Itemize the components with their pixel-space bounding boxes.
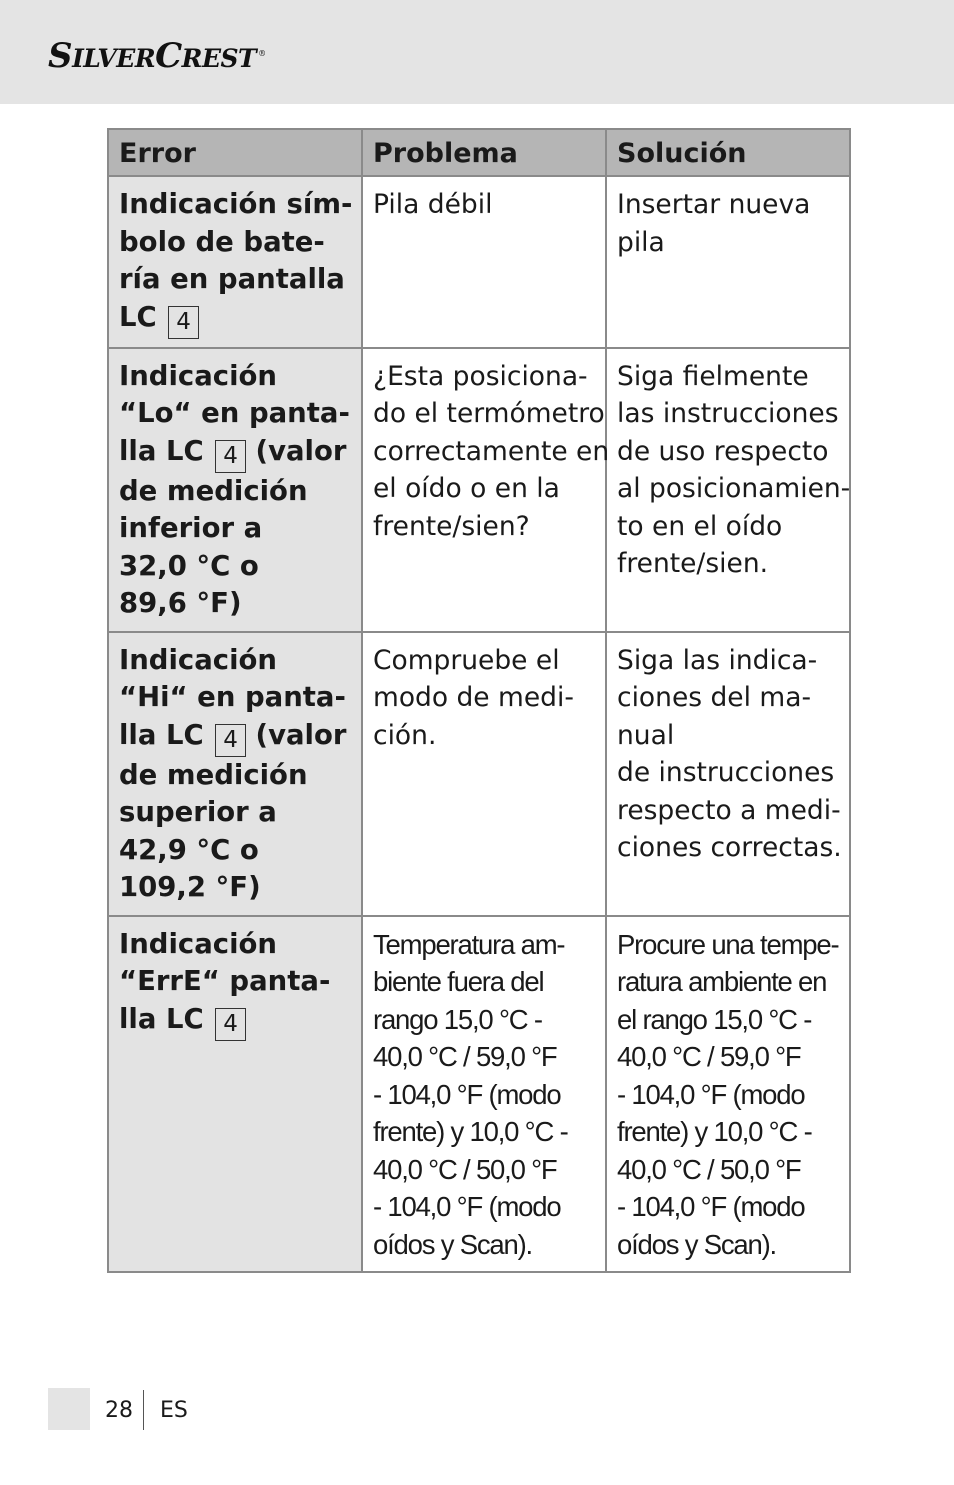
solution-cell: Procure una tempe- ratura ambiente en el rango 15,0 °C - 40,0 °C / 59,0 °F - 104,0 °F (modo frente) y 10,0 °C - 40,0 °C / 50,0 °F - 104,0 °F (modo oídos y Scan).: [606, 916, 850, 1273]
solution-cell: Siga fielmente las instrucciones de uso respecto al posicionamien- to en el oído frente/sien.: [606, 348, 850, 632]
problem-cell: Pila débil: [362, 176, 606, 348]
header-solution: Solución: [606, 129, 850, 176]
troubleshooting-table: [107, 128, 851, 1273]
solution-cell: Insertar nueva pila: [606, 176, 850, 348]
error-cell: Indicación “Hi“ en panta- lla LC 4 (valor de medición superior a 42,9 °C o 109,2 °F): [108, 632, 362, 916]
display-reference-box: 4: [215, 724, 246, 757]
problem-cell: Temperatura am- biente fuera del rango 15,0 °C - 40,0 °C / 59,0 °F - 104,0 °F (modo frente) y 10,0 °C - 40,0 °C / 50,0 °F - 104,0 °F (modo oídos y Scan).: [362, 916, 606, 1273]
table-row: [108, 632, 850, 916]
header-problem: Problema: [362, 129, 606, 176]
error-cell: Indicación “Lo“ en panta- lla LC 4 (valor de medición inferior a 32,0 °C o 89,6 °F): [108, 348, 362, 632]
error-cell: Indicación sím- bolo de bate- ría en pantalla LC 4: [108, 176, 362, 348]
table-row: [108, 176, 850, 348]
error-cell: Indicación “ErrE“ panta- lla LC 4: [108, 916, 362, 1273]
problem-cell: Compruebe el modo de medi- ción.: [362, 632, 606, 916]
page-number: 28: [105, 1398, 133, 1423]
language-code: ES: [160, 1398, 188, 1423]
display-reference-box: 4: [215, 440, 246, 473]
display-reference-box: 4: [168, 306, 199, 339]
table-row: [108, 348, 850, 632]
solution-cell: Siga las indica- ciones del ma- nual de instrucciones respecto a medi- ciones correctas.: [606, 632, 850, 916]
footer-marker: [48, 1388, 90, 1430]
display-reference-box: 4: [215, 1008, 246, 1041]
table-header-row: [108, 129, 850, 176]
footer-divider: [143, 1390, 144, 1430]
table-row: [108, 916, 850, 1273]
silvercrest-logo: SILVERCREST ®: [48, 36, 266, 76]
header-error: Error: [108, 129, 362, 176]
problem-cell: ¿Esta posiciona- do el termómetro correctamente en el oído o en la frente/sien?: [362, 348, 606, 632]
